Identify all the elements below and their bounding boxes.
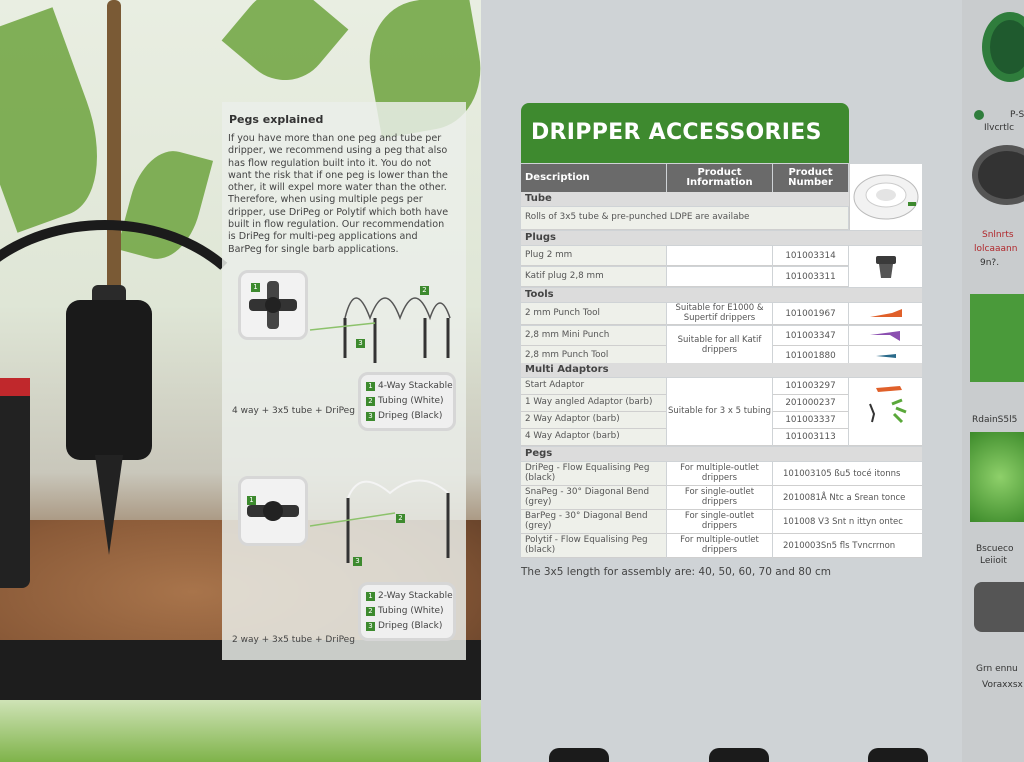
- two-way-caption: 2 way + 3x5 tube + DriPeg: [232, 635, 355, 645]
- row-description: 2 mm Punch Tool: [521, 303, 666, 325]
- strip-label: Leiioit: [980, 556, 1007, 566]
- two-way-adaptor-image: [238, 476, 308, 546]
- tube-roll-icon: [850, 164, 923, 230]
- strip-label: RdainS5l5: [972, 415, 1018, 425]
- header-product-number: Product Number: [773, 164, 848, 192]
- two-way-legend: [358, 582, 456, 641]
- bottom-fitting: [549, 748, 609, 762]
- adaptors-info: Suitable for 3 x 5 tubing: [667, 378, 772, 446]
- row-description: 4 Way Adaptor (barb): [521, 429, 666, 446]
- header-description: Description: [521, 164, 666, 192]
- catalogue-title: DRIPPER ACCESSORIES: [531, 120, 822, 145]
- green-valve-image: [970, 294, 1024, 382]
- dark-fitting-image: [972, 145, 1024, 205]
- green-fitting-image: [982, 12, 1024, 82]
- row-product-number: 2010003Sn5 fls Tvncrrnon: [773, 534, 922, 558]
- row-product-number: 2010081Å Ntc a Srean tonce: [773, 486, 922, 510]
- table-row: [521, 534, 922, 558]
- row-description: BarPeg - 30° Diagonal Bend (grey): [521, 510, 666, 534]
- badge-1: 1: [247, 496, 256, 505]
- strip-label: P-S: [1010, 110, 1024, 120]
- punch-tool-icon: [866, 351, 906, 361]
- dripper-body: [66, 300, 152, 460]
- grass-strip: [0, 700, 481, 762]
- tube-description: Rolls of 3x5 tube & pre-punched LDPE are availabe: [521, 207, 848, 230]
- badge-2: 2: [396, 514, 405, 523]
- badge-3: 3: [353, 557, 362, 566]
- two-way-assembly-diagram: [300, 468, 460, 578]
- row-product-number: 101003337: [773, 412, 848, 429]
- mini-punch-icon: [866, 329, 906, 343]
- tube-image-cell: [849, 164, 922, 230]
- dripper-spike: [95, 455, 123, 555]
- header-product-info: Product Information: [667, 164, 772, 192]
- badge-1: 1: [251, 283, 260, 292]
- strip-label: Grn ennu: [976, 664, 1018, 674]
- strip-label: Snlnrts: [982, 230, 1014, 240]
- row-product-number: 101001967: [773, 303, 848, 325]
- mini-punch-image: [849, 326, 922, 346]
- row-description: SnaPeg - 30° Diagonal Bend (grey): [521, 486, 666, 510]
- legend-item: 1 2-Way Stackable: [366, 589, 448, 604]
- row-product-number: 101003105 ßu5 tocé itonns: [773, 462, 922, 486]
- pegs-explained-title: Pegs explained: [229, 113, 324, 126]
- table-row: [521, 207, 849, 230]
- bottom-fitting: [709, 748, 769, 762]
- section-pegs: Pegs: [521, 447, 922, 461]
- four-way-assembly-diagram: [300, 278, 460, 378]
- strip-label: lolcaaann: [974, 244, 1018, 254]
- row-product-number: 101008 V3 Snt n ittyn ontec: [773, 510, 922, 534]
- row-description: DriPeg - Flow Equalising Peg (black): [521, 462, 666, 486]
- row-description: 2,8 mm Mini Punch: [521, 326, 666, 346]
- row-product-number: 101003113: [773, 429, 848, 446]
- bottom-fitting: [868, 748, 928, 762]
- legend-item: 3 Dripeg (Black): [366, 409, 448, 424]
- assembly-length-note: The 3x5 length for assembly are: 40, 50, 60, 70 and 80 cm: [521, 566, 832, 578]
- green-dot-icon: [974, 110, 984, 120]
- table-row: [521, 462, 922, 486]
- legend-item: 3 Dripeg (Black): [366, 619, 448, 634]
- adaptor-icon: [856, 382, 916, 442]
- plant-image: [970, 432, 1024, 522]
- strip-label: Bscueco: [976, 544, 1014, 554]
- row-info: [667, 246, 772, 266]
- legend-item: 2 Tubing (White): [366, 604, 448, 619]
- table-row: [521, 510, 922, 534]
- row-info: For single-outlet drippers: [667, 510, 772, 534]
- grey-fitting-image: [974, 582, 1024, 632]
- legend-item: 2 Tubing (White): [366, 394, 448, 409]
- row-description: 1 Way angled Adaptor (barb): [521, 395, 666, 412]
- row-info: Suitable for all Katif drippers: [667, 326, 772, 366]
- strip-label: Ilvcrtlc: [984, 123, 1015, 133]
- section-tools: Tools: [521, 288, 922, 302]
- four-way-legend: [358, 372, 456, 431]
- four-way-caption: 4 way + 3x5 tube + DriPeg: [232, 406, 355, 416]
- row-info: For multiple-outlet drippers: [667, 534, 772, 558]
- row-description: Polytif - Flow Equalising Peg (black): [521, 534, 666, 558]
- punch-tool: [0, 378, 30, 588]
- row-product-number: 101003311: [773, 267, 848, 287]
- row-product-number: 101003347: [773, 326, 848, 346]
- right-product-strip: [962, 0, 1024, 762]
- leaf-decoration: [222, 0, 349, 98]
- strip-label: Voraxxsx: [982, 680, 1023, 690]
- section-tube: Tube: [521, 192, 849, 206]
- row-info: Suitable for E1000 & Supertif drippers: [667, 303, 772, 325]
- row-info: For single-outlet drippers: [667, 486, 772, 510]
- row-product-number: 201000237: [773, 395, 848, 412]
- row-description: 2,8 mm Punch Tool: [521, 346, 666, 366]
- punch-tool-image: [849, 303, 922, 325]
- pegs-explained-text: If you have more than one peg and tube per dripper, we recommend using a peg that also has flow regulation built into it. You do not want the risk that if one peg is lower than the other, it will expel more water than the other. Therefore, when using multiple pegs per dripper, use DriPeg or Polytif which both have built in flow regulation. Our recommendation is DriPeg for multi-peg applications and BarPeg for single barb applications.: [228, 133, 449, 255]
- section-multi-adaptors: Multi Adaptors: [521, 363, 922, 377]
- row-description: Plug 2 mm: [521, 246, 666, 266]
- row-product-number: 101003314: [773, 246, 848, 266]
- four-way-adaptor-image: [238, 270, 308, 340]
- adaptors-image: [849, 378, 922, 446]
- row-description: Katif plug 2,8 mm: [521, 267, 666, 287]
- row-description: Start Adaptor: [521, 378, 666, 395]
- badge-2: 2: [420, 286, 429, 295]
- leaf-decoration: [0, 7, 121, 233]
- table-row: [521, 486, 922, 510]
- row-description: 2 Way Adaptor (barb): [521, 412, 666, 429]
- plug-image-cell: [849, 246, 922, 287]
- row-info: [667, 267, 772, 287]
- row-info: For multiple-outlet drippers: [667, 462, 772, 486]
- row-product-number: 101001880: [773, 346, 848, 366]
- badge-3: 3: [356, 339, 365, 348]
- plug-icon: [849, 246, 922, 287]
- row-product-number: 101003297: [773, 378, 848, 395]
- section-plugs: Plugs: [521, 231, 922, 245]
- strip-label: 9n?.: [980, 258, 1000, 268]
- punch-tool-icon: [866, 307, 906, 321]
- table-row: [521, 303, 922, 325]
- legend-item: 1 4-Way Stackable: [366, 379, 448, 394]
